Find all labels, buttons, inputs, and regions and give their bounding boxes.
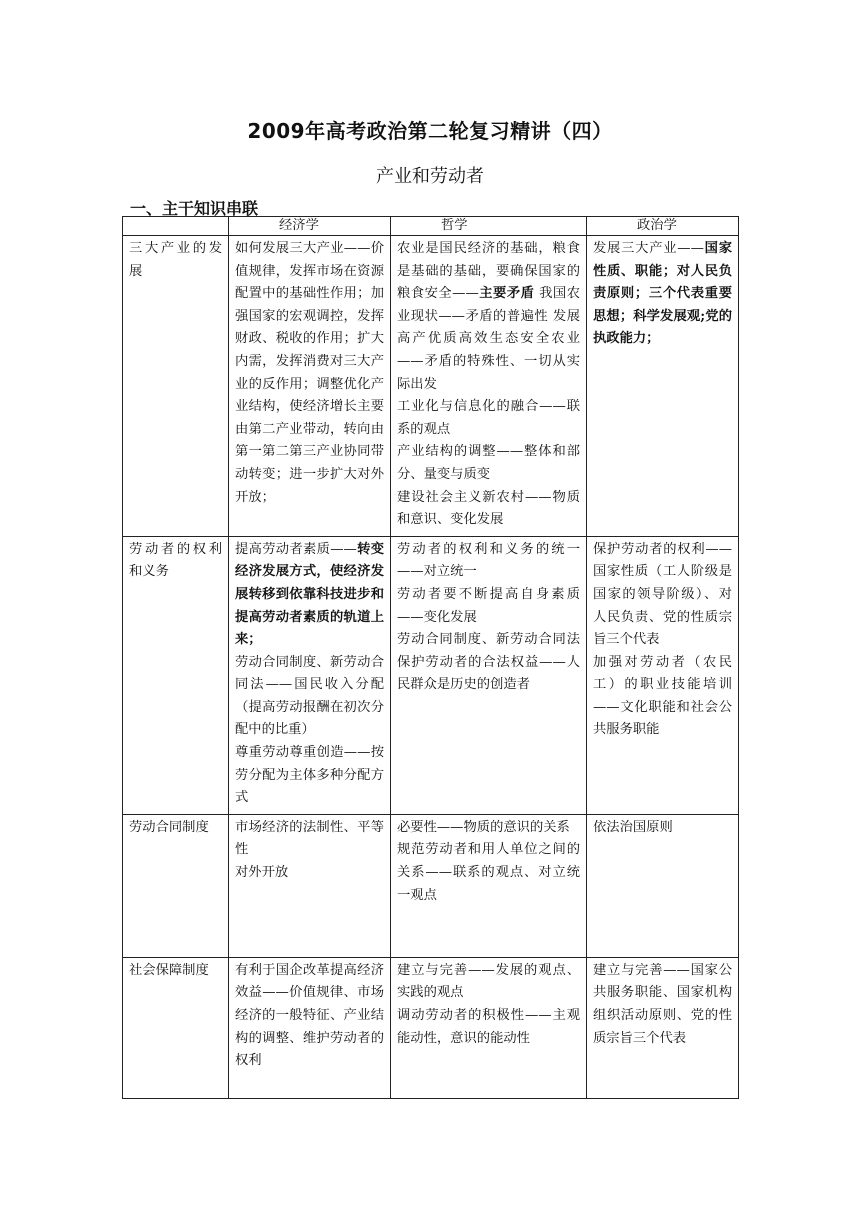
cell-paragraph: 调动劳动者的积极性——主观能动性，意识的能动性 [397, 1008, 580, 1046]
cell-paragraph: 有利于国企改革提高经济效益——价值规律、市场经济的一般特征、产业结构的调整、维护劳动者的权利 [235, 962, 384, 1069]
philosophy-cell [391, 957, 587, 1098]
cell-text: 农业是国民经济的基础，粮食是基础的基础，要确保国家的粮食安全—— [397, 241, 580, 302]
page-title: 2009年高考政治第二轮复习精讲（四） [247, 119, 613, 143]
topic-cell: 社会保障制度 [123, 957, 229, 1098]
topic-cell: 劳动合同制度 [123, 814, 229, 957]
table-row [123, 814, 739, 957]
politics-cell [587, 814, 739, 957]
politics-cell [587, 236, 739, 537]
header-cell-topic [123, 217, 229, 236]
cell-paragraph: 依法治国原则 [593, 819, 673, 835]
cell-paragraph: 劳动合同制度、新劳动合同法保护劳动者的合法权益——人民群众是历史的创造者 [397, 632, 580, 693]
cell-paragraph: 工业化与信息化的融合——联系的观点 [397, 399, 580, 437]
politics-cell [587, 957, 739, 1098]
cell-text: 发展三大产业—— [593, 241, 704, 256]
economics-cell [229, 957, 391, 1098]
cell-paragraph: 保护劳动者的权利——国家性质（工人阶级是国家的领导阶级）、对人民负责、党的性质宗旨三个代表 [593, 541, 732, 648]
table-header-row [123, 217, 739, 236]
philosophy-cell [391, 236, 587, 537]
header-cell-economics: 经济学 [229, 217, 391, 236]
header-cell-philosophy: 哲学 [391, 217, 587, 236]
economics-cell [229, 536, 391, 814]
cell-paragraph: 建立与完善——发展的观点、实践的观点 [397, 962, 580, 1001]
cell-text: 我国农业现状——矛盾的普遍性 发展高产优质高效生态安全农业——矛盾的特殊性、一切从实际出发 [397, 286, 581, 392]
cell-text-bold: 主要矛盾 [478, 286, 535, 302]
knowledge-table [122, 216, 739, 1099]
cell-paragraph: 劳动者要不断提高自身素质——变化发展 [397, 586, 580, 625]
table-row [123, 536, 739, 814]
cell-text-bold: 转变经济发展方式，使经济发展转移到依靠科技进步和提高劳动者素质的轨道上来； [235, 541, 385, 648]
economics-cell [229, 236, 391, 537]
philosophy-cell [391, 536, 587, 814]
cell-paragraph: 规范劳动者和用人单位之间的关系——联系的观点、对立统一观点 [397, 842, 580, 903]
cell-paragraph: 对外开放 [235, 865, 289, 881]
cell-text: 提高劳动者素质—— [235, 541, 357, 557]
table-row [123, 957, 739, 1098]
economics-cell [229, 814, 391, 957]
politics-cell [587, 536, 739, 814]
philosophy-cell [391, 814, 587, 957]
cell-paragraph: 劳动者的权利和义务的统一——对立统一 [397, 541, 580, 580]
cell-paragraph: 必要性——物质的意识的关系 [397, 819, 570, 835]
topic-cell: 劳动者的权利和义务 [123, 536, 229, 814]
cell-paragraph: 加强对劳动者（农民工）的职业技能培训——文化职能和社会公共服务职能 [593, 654, 732, 738]
cell-paragraph: 建设社会主义新农村——物质和意识、变化发展 [397, 489, 580, 528]
cell-paragraph: 建立与完善——国家公共服务职能、国家机构组织活动原则、党的性质宗旨三个代表 [593, 962, 732, 1046]
cell-paragraph: 劳动合同制度、新劳动合同法——国民收入分配（提高劳动报酬在初次分配中的比重） [235, 654, 384, 738]
header-cell-politics: 政治学 [587, 217, 739, 236]
table-row [123, 236, 739, 537]
topic-cell: 三大产业的发展 [123, 236, 229, 537]
cell-paragraph: 如何发展三大产业——价值规律，发挥市场在资源配置中的基础性作用；加强国家的宏观调控，发挥财政、税收的作用；扩大内需，发挥消费对三大产业的反作用；调整优化产业结构，使经济增长主要由第二产业带动，转向由第一第二第三产业协同带动转变；进一步扩大对外开放； [235, 241, 384, 505]
cell-paragraph: 市场经济的法制性、平等性 [235, 819, 384, 858]
cell-paragraph: 产业结构的调整——整体和部分、量变与质变 [397, 444, 580, 482]
page-subtitle: 产业和劳动者 [376, 166, 484, 187]
cell-paragraph: 尊重劳动尊重创造——按劳分配为主体多种分配方式 [235, 745, 384, 806]
section-heading: 一、主干知识串联 [130, 199, 259, 218]
cell-text-bold: 国家性质、职能；对人民负责原则；三个代表重要思想；科学发展观;党的执政能力； [593, 241, 733, 347]
